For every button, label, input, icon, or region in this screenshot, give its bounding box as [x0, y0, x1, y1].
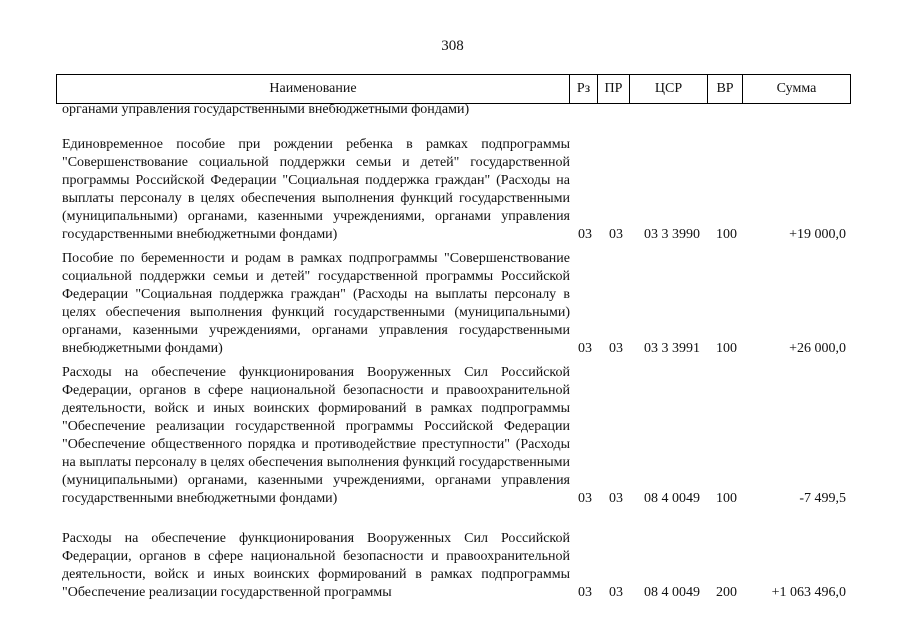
- table-row: [62, 250, 852, 358]
- row-csr: 08 4 0049: [644, 491, 700, 506]
- row-vr: 100: [716, 341, 737, 356]
- row-vr: 100: [716, 227, 737, 242]
- row-vr: 100: [716, 491, 737, 506]
- row-description: Пособие по беременности и родам в рамках подпрограммы "Совершенствование социальной поддержки семьи и детей" государственной программы Российской Федерации "Социальная поддержка граждан" (Расходы на выплаты персоналу в целях обеспечения выполнения функций государственными (муниципальными) органами, казенными учреждениями, органами управления государственными внебюджетными фондами): [62, 251, 570, 356]
- row-vr: 200: [716, 585, 737, 600]
- row-values: [62, 226, 852, 244]
- row-rz: 03: [578, 227, 592, 242]
- row-values: [62, 490, 852, 508]
- page-number: 308: [441, 38, 464, 54]
- row-sum: +19 000,0: [789, 227, 846, 242]
- row-pr: 03: [609, 341, 623, 356]
- header-rz: Рз: [569, 75, 597, 103]
- header-vr: ВР: [707, 75, 742, 103]
- table-row: [62, 364, 852, 508]
- header-name: Наименование: [56, 75, 569, 103]
- row-rz: 03: [578, 491, 592, 506]
- row-description: Расходы на обеспечение функционирования Вооруженных Сил Российской Федерации, органов в сфере национальной безопасности и правоохранительной деятельности, войск и иных воинских формирований в рамках подпрограммы "Обеспечение реализации государственной программы Российской Федерации "Обеспечение общественного порядка и противодействие преступности" (Расходы на выплаты персоналу в целях обеспечения выполнения функций государственными (муниципальными) органами, казенными учреждениями, органами управления государственными внебюджетными фондами): [62, 365, 570, 506]
- row-pr: 03: [609, 227, 623, 242]
- row-sum: +26 000,0: [789, 341, 846, 356]
- row-pr: 03: [609, 491, 623, 506]
- row-sum: +1 063 496,0: [771, 585, 846, 600]
- header-csr: ЦСР: [629, 75, 707, 103]
- previous-row-tail: органами управления государственными внебюджетными фондами): [62, 102, 470, 117]
- header-sum: Сумма: [742, 75, 851, 103]
- row-description: Расходы на обеспечение функционирования Вооруженных Сил Российской Федерации, органов в сфере национальной безопасности и правоохранительной деятельности, войск и иных воинских формирований в рамках подпрограммы "Обеспечение реализации государственной программы: [62, 531, 570, 600]
- row-sum: -7 499,5: [799, 491, 846, 506]
- row-values: [62, 584, 852, 602]
- row-description: Единовременное пособие при рождении ребенка в рамках подпрограммы "Совершенствование социальной поддержки семьи и детей" государственной программы Российской Федерации "Социальная поддержка граждан" (Расходы на выплаты персоналу в целях обеспечения выполнения функций государственными (муниципальными) органами, казенными учреждениями, органами управления государственными внебюджетными фондами): [62, 137, 570, 242]
- row-rz: 03: [578, 341, 592, 356]
- row-values: [62, 340, 852, 358]
- table-row: [62, 136, 852, 244]
- header-pr: ПР: [597, 75, 629, 103]
- row-csr: 03 3 3990: [644, 227, 700, 242]
- row-csr: 08 4 0049: [644, 585, 700, 600]
- row-pr: 03: [609, 585, 623, 600]
- table-row: [62, 530, 852, 602]
- table-header: [56, 74, 851, 104]
- row-csr: 03 3 3991: [644, 341, 700, 356]
- row-rz: 03: [578, 585, 592, 600]
